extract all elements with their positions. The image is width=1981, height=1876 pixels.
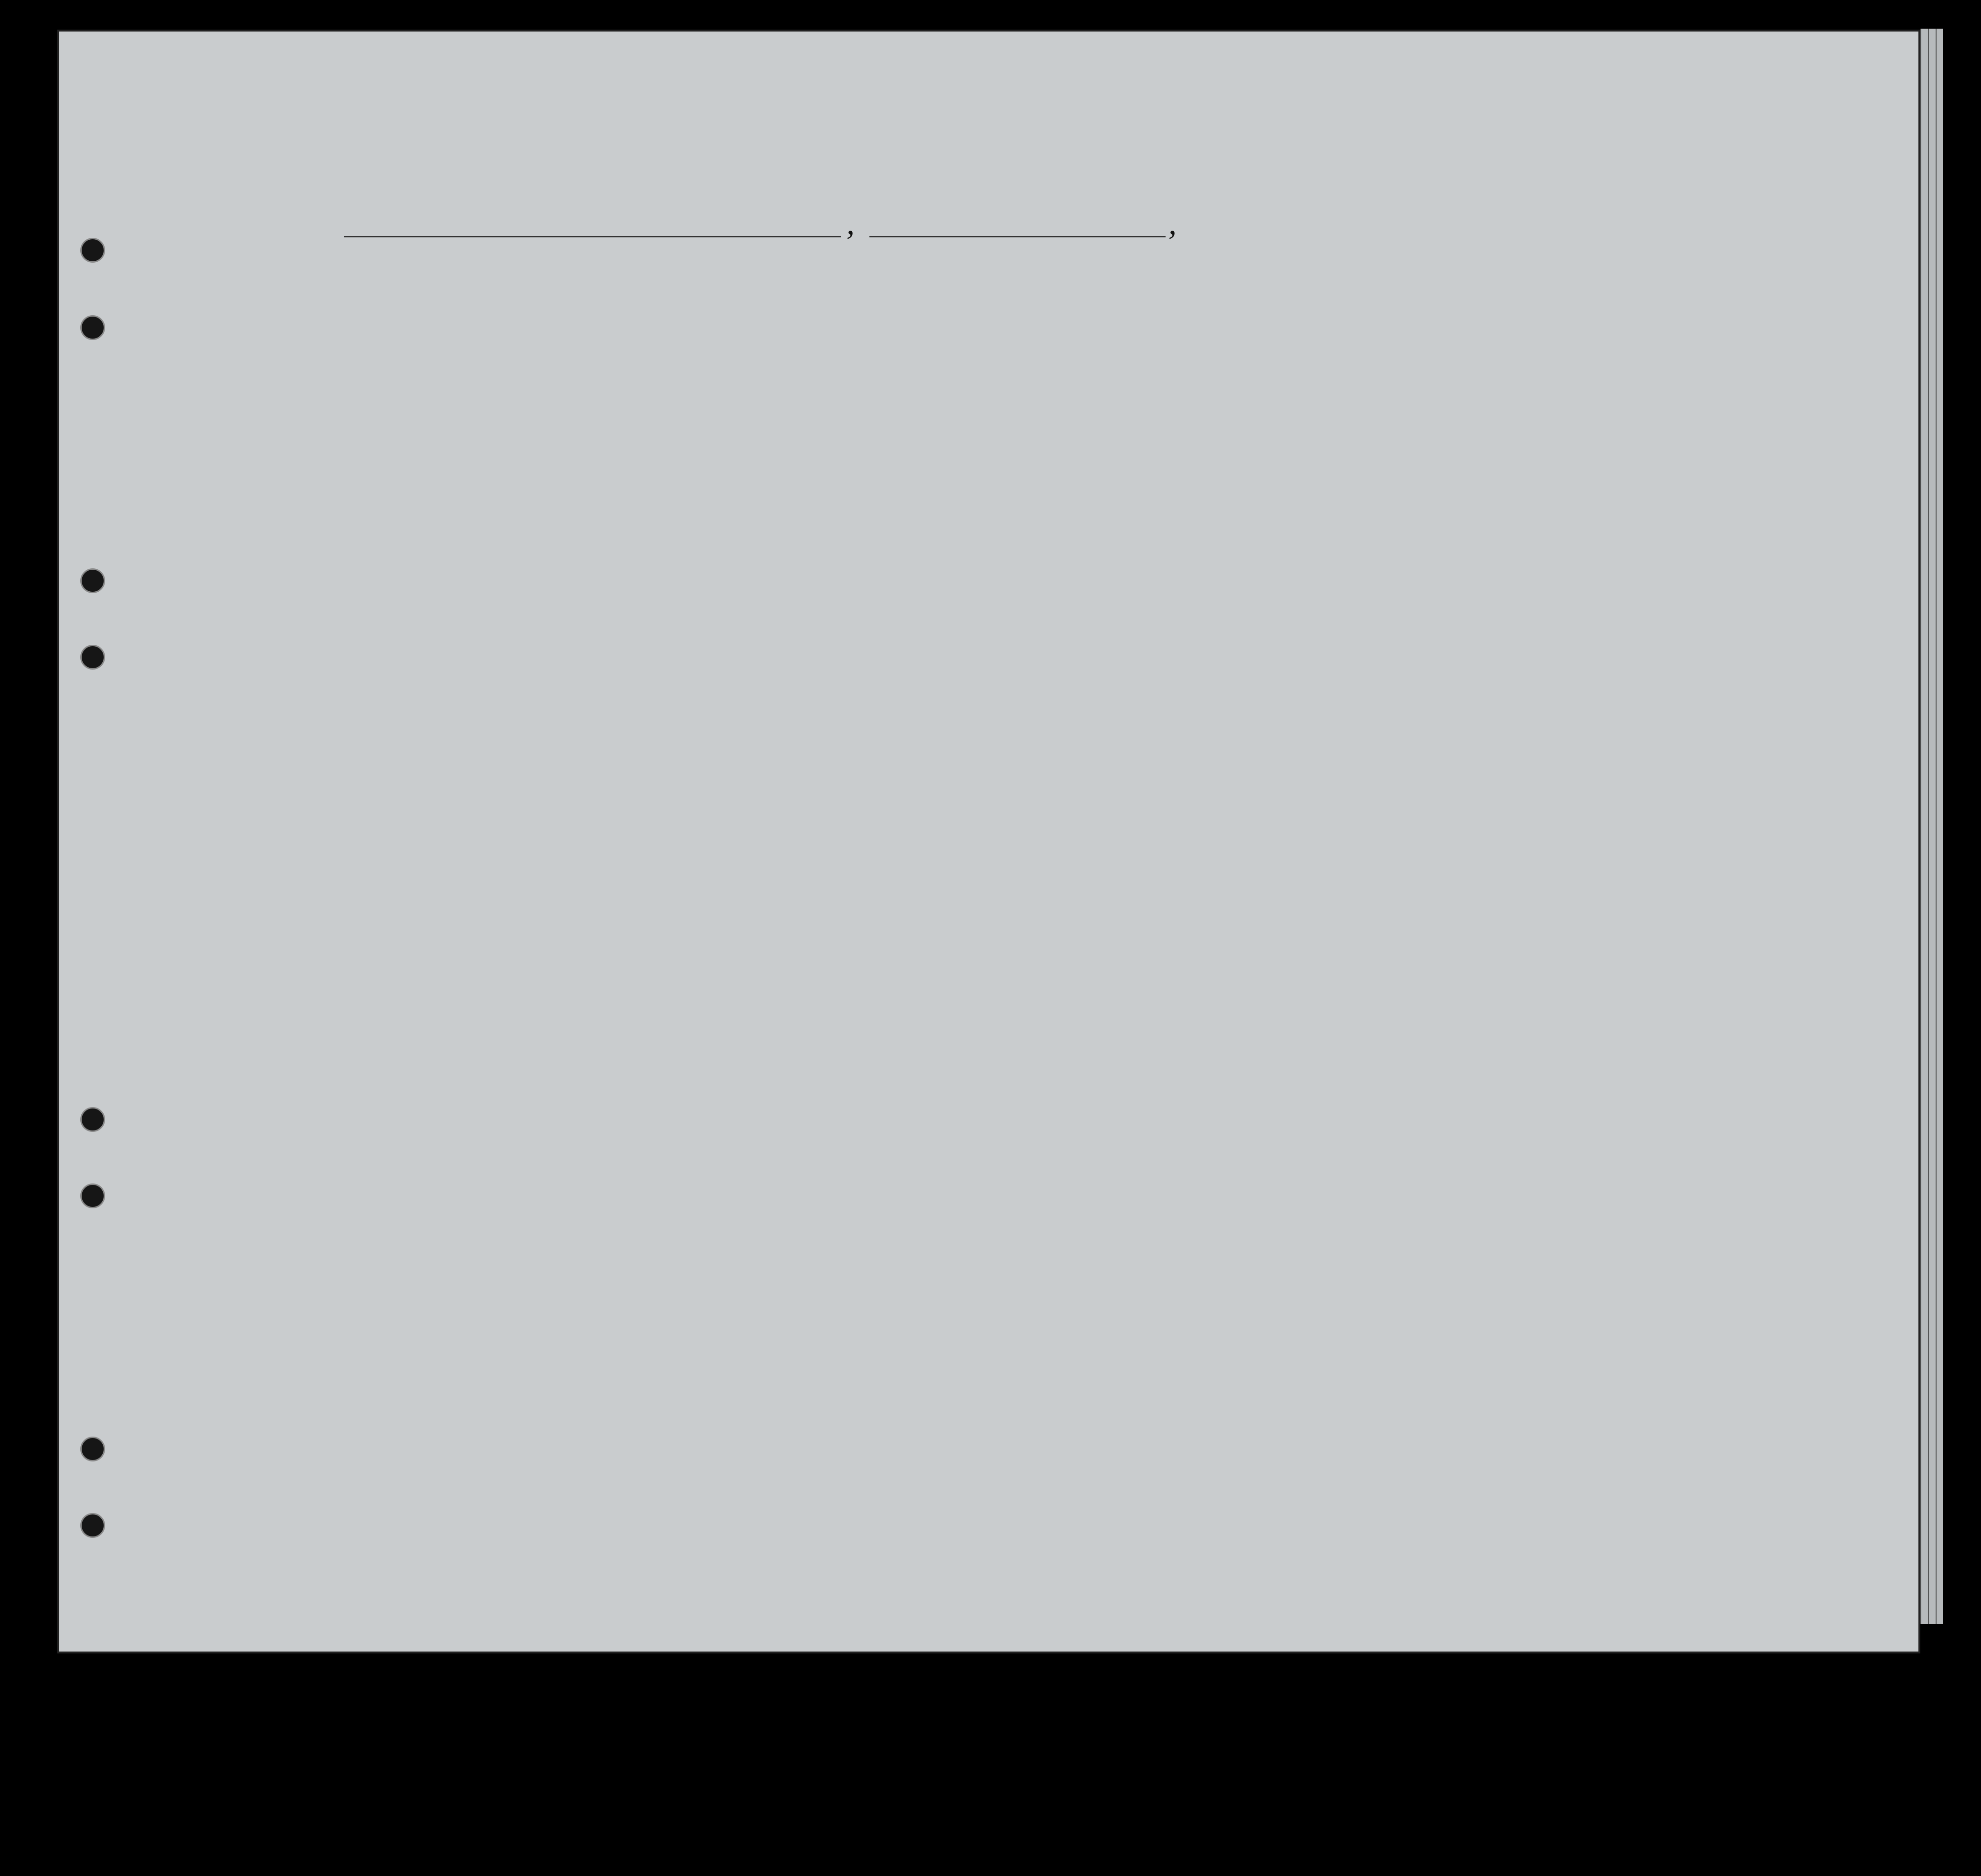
header-purpose-b (1181, 330, 1221, 425)
header-possession (694, 300, 717, 424)
comma: , (1168, 205, 1177, 241)
header-prison (1248, 301, 1286, 425)
header-q30 (1430, 301, 1450, 425)
header-ticket (578, 300, 602, 424)
header-feet (1589, 382, 1613, 425)
header-q28 (1333, 301, 1395, 425)
header-polygamist (1285, 301, 1309, 425)
header-inches (1614, 382, 1638, 425)
header-q31 (1452, 301, 1472, 425)
comma: , (846, 205, 855, 241)
header-anarchist (1315, 301, 1334, 425)
header-purpose-a (1140, 330, 1181, 425)
header-q29 (1391, 301, 1428, 425)
